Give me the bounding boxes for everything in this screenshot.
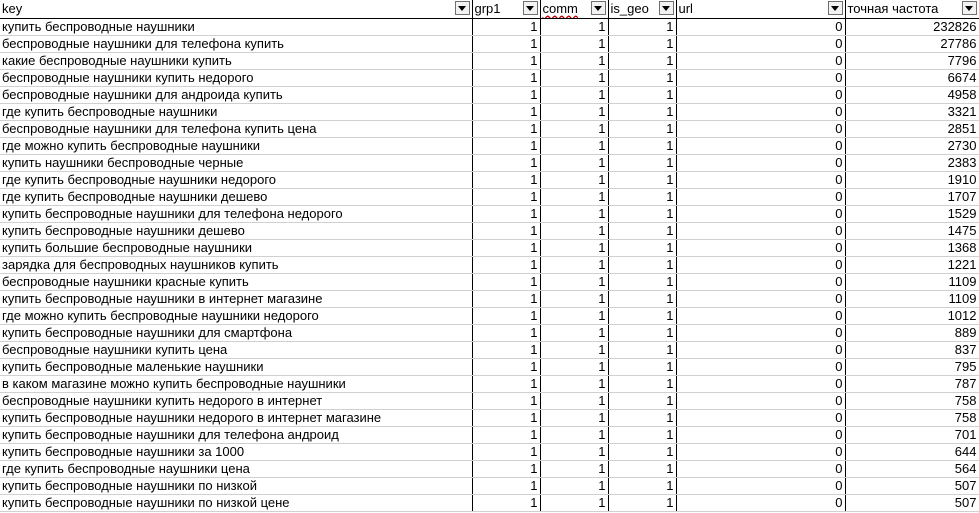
comm-cell[interactable]: 1: [540, 86, 608, 103]
grp1-cell[interactable]: 1: [472, 443, 540, 460]
table-row: [0, 18, 979, 35]
grp1-cell[interactable]: 1: [472, 409, 540, 426]
is-geo-cell[interactable]: 1: [608, 375, 676, 392]
frequency-cell[interactable]: 507: [845, 494, 979, 511]
comm-cell[interactable]: 1: [540, 341, 608, 358]
grp1-cell[interactable]: 1: [472, 171, 540, 188]
is-geo-cell[interactable]: 1: [608, 443, 676, 460]
comm-cell[interactable]: 1: [540, 103, 608, 120]
is-geo-cell[interactable]: 1: [608, 103, 676, 120]
comm-cell[interactable]: 1: [540, 324, 608, 341]
comm-cell[interactable]: 1: [540, 358, 608, 375]
key-cell[interactable]: в каком магазине можно купить беспроводные наушники: [0, 375, 472, 392]
grp1-cell[interactable]: 1: [472, 341, 540, 358]
comm-cell[interactable]: 1: [540, 120, 608, 137]
table-row: [0, 205, 979, 222]
chevron-down-icon[interactable]: [659, 1, 674, 15]
url-cell[interactable]: 0: [676, 494, 845, 511]
url-cell[interactable]: 0: [676, 69, 845, 86]
frequency-cell[interactable]: 2851: [845, 120, 979, 137]
table-row: [0, 307, 979, 324]
table-row: [0, 256, 979, 273]
grp1-cell[interactable]: 1: [472, 256, 540, 273]
is-geo-cell[interactable]: 1: [608, 341, 676, 358]
is-geo-cell[interactable]: 1: [608, 188, 676, 205]
column-header-key: [0, 0, 472, 18]
column-header-label: is_geo: [610, 0, 649, 16]
key-cell[interactable]: купить большие беспроводные наушники: [0, 239, 472, 256]
comm-cell[interactable]: 1: [540, 69, 608, 86]
is-geo-cell[interactable]: 1: [608, 171, 676, 188]
grp1-cell[interactable]: 1: [472, 137, 540, 154]
table-row: [0, 460, 979, 477]
grp1-cell[interactable]: 1: [472, 375, 540, 392]
table-body: [0, 18, 979, 511]
frequency-cell[interactable]: 1109: [845, 290, 979, 307]
url-cell[interactable]: 0: [676, 392, 845, 409]
grp1-cell[interactable]: 1: [472, 290, 540, 307]
key-cell[interactable]: купить беспроводные наушники для телефона недорого: [0, 205, 472, 222]
column-header-label: comm: [542, 0, 578, 16]
frequency-cell[interactable]: 27786: [845, 35, 979, 52]
is-geo-cell[interactable]: 1: [608, 477, 676, 494]
frequency-cell[interactable]: 7796: [845, 52, 979, 69]
comm-cell[interactable]: 1: [540, 35, 608, 52]
comm-cell[interactable]: 1: [540, 290, 608, 307]
frequency-cell[interactable]: 889: [845, 324, 979, 341]
is-geo-cell[interactable]: 1: [608, 239, 676, 256]
key-cell[interactable]: какие беспроводные наушники купить: [0, 52, 472, 69]
comm-cell[interactable]: 1: [540, 188, 608, 205]
table-row: [0, 86, 979, 103]
grp1-cell[interactable]: 1: [472, 392, 540, 409]
frequency-cell[interactable]: 758: [845, 392, 979, 409]
is-geo-cell[interactable]: 1: [608, 52, 676, 69]
is-geo-cell[interactable]: 1: [608, 426, 676, 443]
table-row: [0, 35, 979, 52]
comm-cell[interactable]: 1: [540, 171, 608, 188]
comm-cell[interactable]: 1: [540, 256, 608, 273]
chevron-down-icon[interactable]: [455, 1, 470, 15]
table-row: [0, 188, 979, 205]
grp1-cell[interactable]: 1: [472, 120, 540, 137]
key-cell[interactable]: купить беспроводные наушники дешево: [0, 222, 472, 239]
frequency-cell[interactable]: 795: [845, 358, 979, 375]
table-row: [0, 426, 979, 443]
grp1-cell[interactable]: 1: [472, 188, 540, 205]
is-geo-cell[interactable]: 1: [608, 18, 676, 35]
column-header-label: key: [2, 0, 23, 16]
table-row: [0, 477, 979, 494]
url-cell[interactable]: 0: [676, 222, 845, 239]
url-cell[interactable]: 0: [676, 341, 845, 358]
grp1-cell[interactable]: 1: [472, 477, 540, 494]
is-geo-cell[interactable]: 1: [608, 86, 676, 103]
frequency-cell[interactable]: 2730: [845, 137, 979, 154]
key-cell[interactable]: купить беспроводные наушники для смартфона: [0, 324, 472, 341]
grp1-cell[interactable]: 1: [472, 307, 540, 324]
chevron-down-icon[interactable]: [828, 1, 843, 15]
table-row: [0, 341, 979, 358]
key-cell[interactable]: где можно купить беспроводные наушники: [0, 137, 472, 154]
table-row: [0, 120, 979, 137]
key-cell[interactable]: купить беспроводные наушники в интернет магазине: [0, 290, 472, 307]
table-row: [0, 69, 979, 86]
table-row: [0, 171, 979, 188]
key-cell[interactable]: беспроводные наушники красные купить: [0, 273, 472, 290]
frequency-cell[interactable]: 507: [845, 477, 979, 494]
key-cell[interactable]: беспроводные наушники для телефона купить: [0, 35, 472, 52]
column-header-label: url: [678, 0, 693, 16]
url-cell[interactable]: 0: [676, 443, 845, 460]
comm-cell[interactable]: 1: [540, 307, 608, 324]
grp1-cell[interactable]: 1: [472, 324, 540, 341]
key-cell[interactable]: купить беспроводные наушники: [0, 18, 472, 35]
key-cell[interactable]: беспроводные наушники для андроида купить: [0, 86, 472, 103]
url-cell[interactable]: 0: [676, 205, 845, 222]
frequency-cell[interactable]: 232826: [845, 18, 979, 35]
column-header-url: [676, 0, 845, 18]
key-cell[interactable]: где купить беспроводные наушники: [0, 103, 472, 120]
url-cell[interactable]: 0: [676, 239, 845, 256]
grp1-cell[interactable]: 1: [472, 18, 540, 35]
table-row: [0, 375, 979, 392]
column-header-comm: [540, 0, 608, 18]
table-row: [0, 222, 979, 239]
is-geo-cell[interactable]: 1: [608, 35, 676, 52]
is-geo-cell[interactable]: 1: [608, 307, 676, 324]
column-header-label: grp1: [474, 0, 501, 16]
url-cell[interactable]: 0: [676, 137, 845, 154]
frequency-cell[interactable]: 1529: [845, 205, 979, 222]
grp1-cell[interactable]: 1: [472, 494, 540, 511]
url-cell[interactable]: 0: [676, 358, 845, 375]
is-geo-cell[interactable]: 1: [608, 256, 676, 273]
comm-cell[interactable]: 1: [540, 494, 608, 511]
is-geo-cell[interactable]: 1: [608, 120, 676, 137]
grp1-cell[interactable]: 1: [472, 239, 540, 256]
url-cell[interactable]: 0: [676, 324, 845, 341]
column-header-frequency: [845, 0, 979, 18]
frequency-cell[interactable]: 6674: [845, 69, 979, 86]
is-geo-cell[interactable]: 1: [608, 392, 676, 409]
table-row: [0, 392, 979, 409]
chevron-down-icon[interactable]: [591, 1, 606, 15]
key-cell[interactable]: купить беспроводные наушники за 1000: [0, 443, 472, 460]
comm-cell[interactable]: 1: [540, 477, 608, 494]
frequency-cell[interactable]: 701: [845, 426, 979, 443]
comm-cell[interactable]: 1: [540, 375, 608, 392]
grp1-cell[interactable]: 1: [472, 358, 540, 375]
table-row: [0, 324, 979, 341]
column-header-label: точная частота: [847, 0, 939, 16]
grp1-cell[interactable]: 1: [472, 426, 540, 443]
is-geo-cell[interactable]: 1: [608, 69, 676, 86]
url-cell[interactable]: 0: [676, 171, 845, 188]
url-cell[interactable]: 0: [676, 86, 845, 103]
url-cell[interactable]: 0: [676, 188, 845, 205]
table-row: [0, 494, 979, 511]
is-geo-cell[interactable]: 1: [608, 358, 676, 375]
key-cell[interactable]: где купить беспроводные наушники дешево: [0, 188, 472, 205]
comm-cell[interactable]: 1: [540, 426, 608, 443]
comm-cell[interactable]: 1: [540, 239, 608, 256]
grp1-cell[interactable]: 1: [472, 154, 540, 171]
url-cell[interactable]: 0: [676, 409, 845, 426]
url-cell[interactable]: 0: [676, 103, 845, 120]
table-row: [0, 154, 979, 171]
url-cell[interactable]: 0: [676, 154, 845, 171]
column-header-is-geo: [608, 0, 676, 18]
table-row: [0, 443, 979, 460]
frequency-cell[interactable]: 1475: [845, 222, 979, 239]
frequency-cell[interactable]: 1368: [845, 239, 979, 256]
url-cell[interactable]: 0: [676, 35, 845, 52]
table-row: [0, 409, 979, 426]
grp1-cell[interactable]: 1: [472, 205, 540, 222]
grp1-cell[interactable]: 1: [472, 52, 540, 69]
grp1-cell[interactable]: 1: [472, 460, 540, 477]
key-cell[interactable]: беспроводные наушники купить недорого: [0, 69, 472, 86]
comm-cell[interactable]: 1: [540, 222, 608, 239]
comm-cell[interactable]: 1: [540, 392, 608, 409]
comm-cell[interactable]: 1: [540, 154, 608, 171]
frequency-cell[interactable]: 837: [845, 341, 979, 358]
comm-cell[interactable]: 1: [540, 137, 608, 154]
is-geo-cell[interactable]: 1: [608, 154, 676, 171]
url-cell[interactable]: 0: [676, 307, 845, 324]
frequency-cell[interactable]: 1109: [845, 273, 979, 290]
is-geo-cell[interactable]: 1: [608, 290, 676, 307]
is-geo-cell[interactable]: 1: [608, 324, 676, 341]
url-cell[interactable]: 0: [676, 375, 845, 392]
url-cell[interactable]: 0: [676, 52, 845, 69]
grp1-cell[interactable]: 1: [472, 222, 540, 239]
comm-cell[interactable]: 1: [540, 18, 608, 35]
frequency-cell[interactable]: 1012: [845, 307, 979, 324]
frequency-cell[interactable]: 644: [845, 443, 979, 460]
url-cell[interactable]: 0: [676, 460, 845, 477]
key-cell[interactable]: зарядка для беспроводных наушников купить: [0, 256, 472, 273]
grp1-cell[interactable]: 1: [472, 103, 540, 120]
chevron-down-icon[interactable]: [523, 1, 538, 15]
frequency-cell[interactable]: 4958: [845, 86, 979, 103]
key-cell[interactable]: беспроводные наушники купить недорого в интернет: [0, 392, 472, 409]
url-cell[interactable]: 0: [676, 256, 845, 273]
table-row: [0, 103, 979, 120]
frequency-cell[interactable]: 1221: [845, 256, 979, 273]
table-row: [0, 137, 979, 154]
comm-cell[interactable]: 1: [540, 409, 608, 426]
frequency-cell[interactable]: 758: [845, 409, 979, 426]
url-cell[interactable]: 0: [676, 477, 845, 494]
key-cell[interactable]: купить беспроводные наушники для телефона андроид: [0, 426, 472, 443]
url-cell[interactable]: 0: [676, 273, 845, 290]
key-cell[interactable]: купить наушники беспроводные черные: [0, 154, 472, 171]
table-row: [0, 273, 979, 290]
chevron-down-icon[interactable]: [962, 1, 977, 15]
table-row: [0, 239, 979, 256]
url-cell[interactable]: 0: [676, 18, 845, 35]
column-header-grp1: [472, 0, 540, 18]
url-cell[interactable]: 0: [676, 290, 845, 307]
frequency-cell[interactable]: 564: [845, 460, 979, 477]
grp1-cell[interactable]: 1: [472, 273, 540, 290]
grp1-cell[interactable]: 1: [472, 35, 540, 52]
url-cell[interactable]: 0: [676, 426, 845, 443]
key-cell[interactable]: купить беспроводные наушники по низкой: [0, 477, 472, 494]
key-cell[interactable]: купить беспроводные наушники недорого в интернет магазине: [0, 409, 472, 426]
grp1-cell[interactable]: 1: [472, 69, 540, 86]
key-cell[interactable]: беспроводные наушники для телефона купить цена: [0, 120, 472, 137]
grp1-cell[interactable]: 1: [472, 86, 540, 103]
is-geo-cell[interactable]: 1: [608, 273, 676, 290]
is-geo-cell[interactable]: 1: [608, 205, 676, 222]
key-cell[interactable]: где купить беспроводные наушники цена: [0, 460, 472, 477]
comm-cell[interactable]: 1: [540, 460, 608, 477]
is-geo-cell[interactable]: 1: [608, 494, 676, 511]
url-cell[interactable]: 0: [676, 120, 845, 137]
table-row: [0, 52, 979, 69]
is-geo-cell[interactable]: 1: [608, 460, 676, 477]
table-row: [0, 290, 979, 307]
frequency-cell[interactable]: 1707: [845, 188, 979, 205]
key-cell[interactable]: где можно купить беспроводные наушники недорого: [0, 307, 472, 324]
table-row: [0, 358, 979, 375]
frequency-cell[interactable]: 1910: [845, 171, 979, 188]
comm-cell[interactable]: 1: [540, 273, 608, 290]
key-cell[interactable]: купить беспроводные наушники по низкой цене: [0, 494, 472, 511]
comm-cell[interactable]: 1: [540, 52, 608, 69]
key-cell[interactable]: купить беспроводные маленькие наушники: [0, 358, 472, 375]
is-geo-cell[interactable]: 1: [608, 137, 676, 154]
is-geo-cell[interactable]: 1: [608, 222, 676, 239]
key-cell[interactable]: беспроводные наушники купить цена: [0, 341, 472, 358]
frequency-cell[interactable]: 2383: [845, 154, 979, 171]
is-geo-cell[interactable]: 1: [608, 409, 676, 426]
header-row: [0, 0, 979, 18]
comm-cell[interactable]: 1: [540, 205, 608, 222]
frequency-cell[interactable]: 787: [845, 375, 979, 392]
key-cell[interactable]: где купить беспроводные наушники недорого: [0, 171, 472, 188]
comm-cell[interactable]: 1: [540, 443, 608, 460]
frequency-cell[interactable]: 3321: [845, 103, 979, 120]
